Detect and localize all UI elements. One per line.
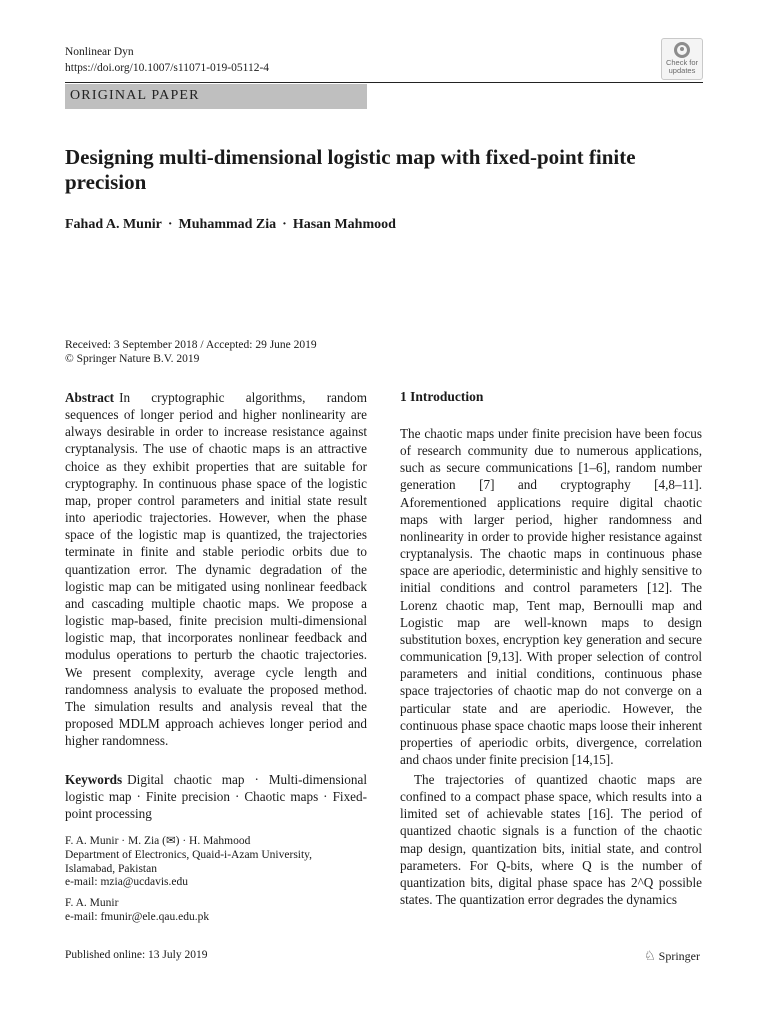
- abstract-label: Abstract: [65, 390, 115, 405]
- check-updates-icon: [674, 42, 690, 58]
- journal-name: Nonlinear Dyn: [65, 46, 134, 58]
- affiliation-authors: F. A. Munir · M. Zia (✉) · H. Mahmood: [65, 835, 251, 847]
- paper-title: Designing multi-dimensional logistic map with fixed-point finite precision: [65, 145, 636, 194]
- author-separator: ·: [282, 217, 287, 232]
- affiliation-block-2: [65, 897, 367, 925]
- author-3[interactable]: Hasan Mahmood: [292, 217, 396, 232]
- received-accepted-dates: Received: 3 September 2018 / Accepted: 29 June 2019: [65, 339, 317, 351]
- section-heading: 1 Introduction: [400, 389, 484, 404]
- author-list: [65, 217, 396, 233]
- article-type: ORIGINAL PAPER: [70, 88, 200, 103]
- affiliation-department: Department of Electronics, Quaid-i-Azam University,: [65, 848, 313, 861]
- affiliation-author-name: F. A. Munir: [65, 897, 119, 909]
- copyright-notice: © Springer Nature B.V. 2019: [65, 353, 200, 365]
- author-1[interactable]: Fahad A. Munir: [65, 217, 162, 232]
- keywords-label: Keywords: [65, 772, 123, 787]
- check-updates-label-1: Check for: [665, 58, 699, 67]
- published-online-date: Published online: 13 July 2019: [65, 949, 208, 961]
- abstract-text: In cryptographic algorithms, random sequences of longer period and higher nonlinearity are always desirable in order to increase resistance against cryptanalysis. The use of chaotic maps is an attractive choice as they exhibit properties that are suitable for cryptography. In continuous phase space of the logistic map, proper control parameters and initial state result into aperiodic trajectories. However, when the phase space of the logistic map is quantized, the trajectories terminate in finite and stable periodic orbits due to quantization error. The dynamic degradation of the logistic map can be mitigated using nonlinear feedback and cascading multiple chaotic maps. We propose a logistic map-based, finite precision multi-dimensional logistic map, that incorporates nonlinear feedback and modulus operations to perturb the chaotic trajectories. We present complexity, average cycle length and randomness analysis to evaluate the proposed method. The simulation results and analysis reveal that the proposed MDLM approach achieves longer period and higher randomness.: [65, 390, 367, 749]
- abstract: [65, 389, 367, 749]
- article-type-band: [65, 84, 367, 109]
- keywords-text: Digital chaotic map · Multi-dimensional logistic map · Finite precision · Chaotic maps · Fixed-point processing: [65, 772, 367, 822]
- author-email[interactable]: e-mail: fmunir@ele.qau.edu.pk: [65, 910, 210, 923]
- affiliation-location: Islamabad, Pakistan: [65, 862, 157, 875]
- intro-paragraph-2: The trajectories of quantized chaotic maps are confined to a compact phase space, which results into a limited set of achievable states [16]. The period of quantized chaotic signals is a function of the chaotic map design, quantization bits, initial state, and control parameters. For Q-bits, where Q is the number of quantization bits, digital phase space has 2^Q possible states. The quantization error degrades the dynamics: [400, 772, 702, 908]
- check-for-updates-badge[interactable]: [661, 38, 703, 80]
- header-rule: [65, 82, 703, 83]
- publisher-name: Springer: [658, 948, 700, 963]
- author-2[interactable]: Muhammad Zia: [178, 217, 277, 232]
- check-updates-label-2: updates: [668, 66, 696, 75]
- affiliation-block: [65, 835, 367, 890]
- author-separator: ·: [167, 217, 173, 232]
- doi-link[interactable]: https://doi.org/10.1007/s11071-019-05112-4: [65, 62, 270, 74]
- publisher-logo: [644, 948, 700, 964]
- corresponding-email[interactable]: e-mail: mzia@ucdavis.edu: [65, 876, 188, 889]
- intro-paragraph-1: The chaotic maps under finite precision have been focus of research community due to numerous applications, such as secure communications [1–6], random number generation [7] and cryptography [4,8–11]. Aforementioned applications require digital chaotic maps with larger period, higher randomness and nonlinearity in order to provide higher resistance against cryptanalysis. The chaotic maps in continuous phase space are aperiodic, deterministic and highly sensitive to initial conditions and control parameters [12]. The Lorenz chaotic map, Tent map, Bernoulli map and Logistic map are well-known maps to design substitution boxes, encryption key generation and secure communication [9,13]. With proper selection of control parameters and initial conditions, continuous phase space trajectories of chaotic map do not converge on a particular state and are aperiodic. However, the continuous phase space chaotic maps loose their inherent properties of aperiodic orbits, divergence, correlation and chaos under finite precision [14,15].: [400, 426, 702, 767]
- keywords: [65, 771, 367, 822]
- springer-horse-icon: ♘: [644, 948, 656, 963]
